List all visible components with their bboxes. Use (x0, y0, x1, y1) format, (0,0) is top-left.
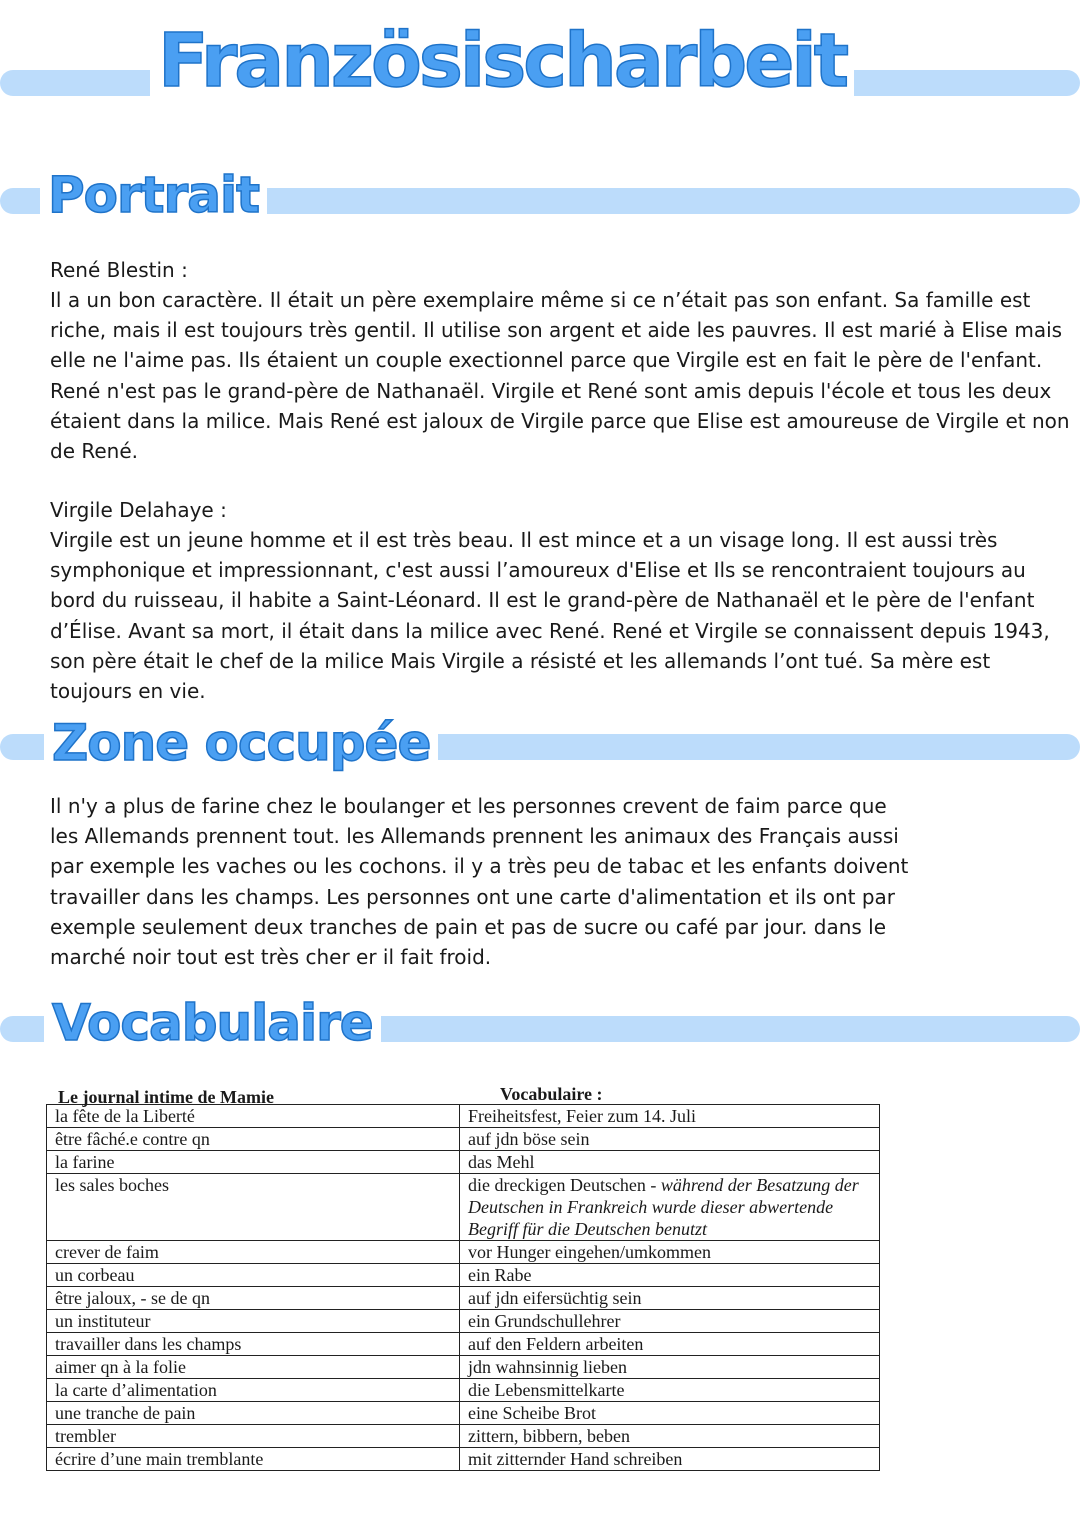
table-row (47, 1241, 880, 1264)
page-title: Französischarbeit (150, 18, 854, 104)
vocab-fr: être fâché.e contre qn (47, 1128, 460, 1151)
vocab-fr: être jaloux, - se de qn (47, 1287, 460, 1310)
vocab-fr: une tranche de pain (47, 1402, 460, 1425)
title-bar-left (0, 70, 175, 96)
vocab-de: vor Hunger eingehen/umkommen (460, 1241, 880, 1264)
vocab-fr: crever de faim (47, 1241, 460, 1264)
zone-text: Il n'y a plus de farine chez le boulanger et les personnes crevent de faim parce que les Allemands prennent tout. les Allemands prennent les animaux des Français aussi par exemple les vaches ou les cochons. il y a très peu de tabac et les enfants doivent travailler dans les champs. Les personnes ont une carte d'alimentation et ils ont par exemple seulement deux tranches de pain et pas de sucre ou café par jour. dans le marché noir tout est très cher er il fait froid. (50, 794, 909, 970)
vocab-de: mit zitternder Hand schreiben (460, 1448, 880, 1471)
table-row (47, 1264, 880, 1287)
portrait-rene-title: René Blestin : (50, 258, 188, 282)
portrait-rene-text: Il a un bon caractère. Il était un père exemplaire même si ce n’était pas son enfant. Sa famille est riche, mais il est toujours très gentil. Il utilise son argent et aide les pauvres. Il est marié à Elise mais elle ne l'aime pas. Ils étaient un couple exectionnel parce que Virgile est en fait le père de l'enfant. René n'est pas le grand-père de Nathanaël. Virgile et René sont amis depuis l'école et tous les deux étaient dans la milice. Mais René est jaloux de Virgile parce que Elise est amoureuse de Virgile et non de René. (50, 288, 1070, 464)
vocab-de: eine Scheibe Brot (460, 1402, 880, 1425)
section-title-vocab: Vocabulaire (44, 994, 381, 1052)
vocab-fr: un corbeau (47, 1264, 460, 1287)
vocab-table (46, 1104, 880, 1471)
vocab-de: auf jdn eifersüchtig sein (460, 1287, 880, 1310)
vocab-de: ein Rabe (460, 1264, 880, 1287)
vocab-fr: aimer qn à la folie (47, 1356, 460, 1379)
vocab-fr: la farine (47, 1151, 460, 1174)
table-row (47, 1402, 880, 1425)
vocab-fr: trembler (47, 1425, 460, 1448)
table-row (47, 1128, 880, 1151)
vocab-fr: un instituteur (47, 1310, 460, 1333)
section-title-zone: Zone occupée (44, 714, 438, 772)
table-row (47, 1425, 880, 1448)
vocab-de: die Lebensmittelkarte (460, 1379, 880, 1402)
table-row (47, 1174, 880, 1241)
title-bar-right (830, 70, 1080, 96)
vocab-de: auf den Feldern arbeiten (460, 1333, 880, 1356)
table-row (47, 1151, 880, 1174)
vocab-de-with-note (460, 1174, 880, 1241)
vocab-de: jdn wahnsinnig lieben (460, 1356, 880, 1379)
vocab-de: das Mehl (460, 1151, 880, 1174)
table-row (47, 1379, 880, 1402)
vocab-fr: écrire d’une main tremblante (47, 1448, 460, 1471)
section-title-portrait: Portrait (40, 166, 267, 224)
table-row (47, 1448, 880, 1471)
vocab-head-left: Le journal intime de Mamie (58, 1087, 274, 1107)
vocab-fr: les sales boches (47, 1174, 460, 1241)
table-row (47, 1356, 880, 1379)
vocab-head-right: Vocabulaire : (500, 1084, 603, 1104)
vocab-de: Freiheitsfest, Feier zum 14. Juli (460, 1105, 880, 1128)
vocab-de: die dreckigen Deutschen - (468, 1175, 661, 1195)
vocab-de: zittern, bibbern, beben (460, 1425, 880, 1448)
portrait-virgile-text: Virgile est un jeune homme et il est très beau. Il est mince et a un visage long. Il est aussi très symphonique et impressionnant, c'est aussi l’amoureux d'Elise et Ils se rencontraient toujours au bord du ruisseau, il habite a Saint-Léonard. Il est le grand-père de Nathanaël et le père de l'enfant d’Élise. Avant sa mort, il était dans la milice avec René. René et Virgile se connaissent depuis 1943, son père était le chef de la milice Mais Virgile a résisté et les allemands l’ont tué. Sa mère est toujours en vie. (50, 528, 1050, 704)
table-row (47, 1310, 880, 1333)
table-row (47, 1287, 880, 1310)
table-row (47, 1333, 880, 1356)
vocab-fr: la carte d’alimentation (47, 1379, 460, 1402)
portrait-virgile-title: Virgile Delahaye : (50, 498, 227, 522)
vocab-fr: travailler dans les champs (47, 1333, 460, 1356)
table-row (47, 1105, 880, 1128)
vocab-note: während der Besatzung der Deutschen in Frankreich wurde dieser abwertende Begriff für die Deutschen benutzt (468, 1175, 859, 1239)
vocab-de: auf jdn böse sein (460, 1128, 880, 1151)
vocab-fr: la fête de la Liberté (47, 1105, 460, 1128)
vocab-de: ein Grundschullehrer (460, 1310, 880, 1333)
